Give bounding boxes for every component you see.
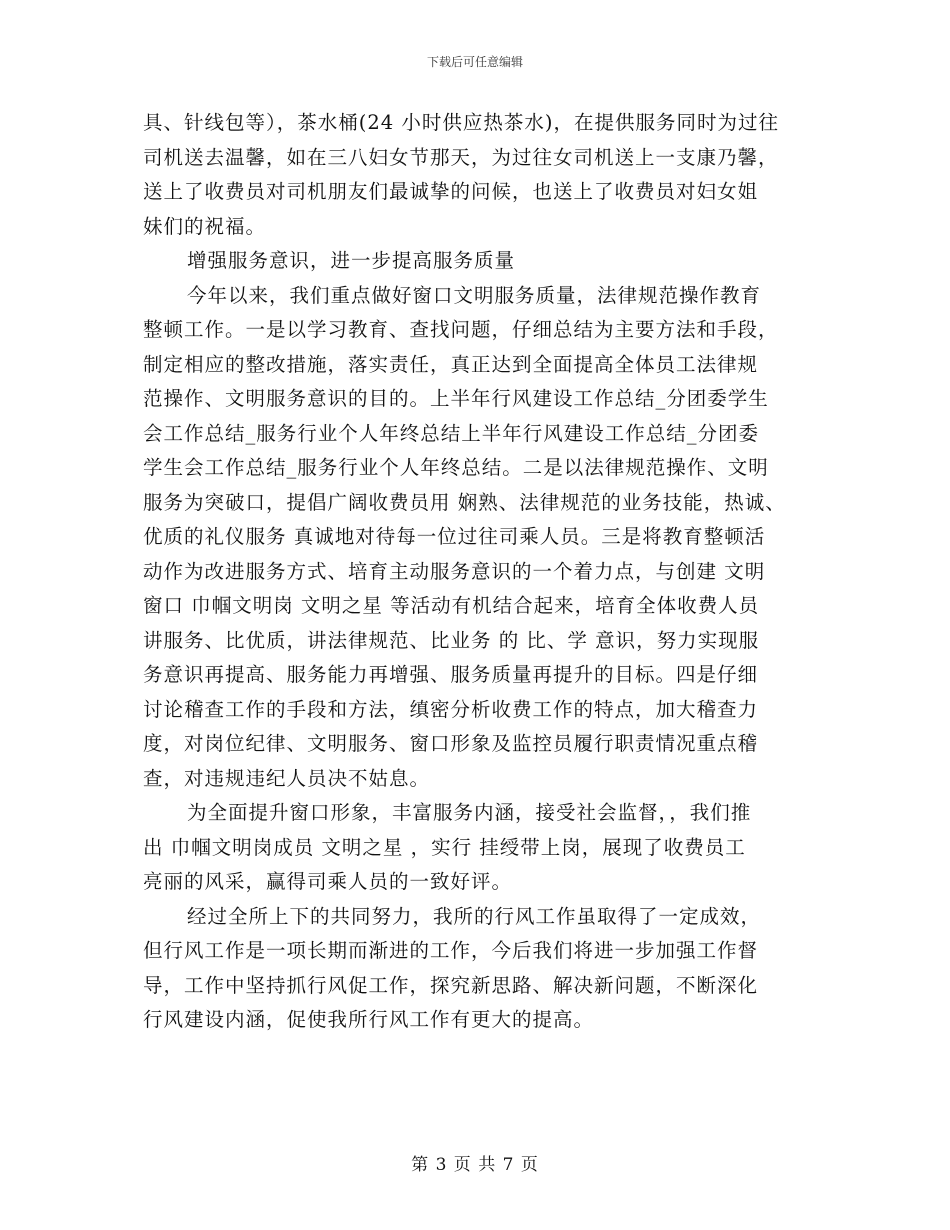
text-line: 度，对岗位纪律、文明服务、窗口形象及监控员履行职责情况重点稽: [143, 732, 759, 755]
text-line: 司机送去温馨，如在三八妇女节那天，为过往女司机送上一支康乃馨，: [143, 145, 779, 169]
page-header: 下载后可任意编辑: [426, 55, 523, 69]
text-line: 窗口 巾帼文明岗 文明之星 等活动有机结合起来，培育全体收费人员: [143, 594, 760, 617]
text-line: 学生会工作总结_服务行业个人年终总结。二是以法律规范操作、文明: [143, 456, 769, 479]
paragraph: [143, 244, 823, 279]
paragraph: [143, 106, 823, 244]
text-line: 务意识再提高、服务能力再增强、服务质量再提升的目标。四是仔细: [143, 663, 759, 686]
paragraph: [143, 279, 823, 797]
text-line: 亮丽的风采，赢得司乘人员的一致好评。: [143, 870, 513, 893]
text-line: 会工作总结_服务行业个人年终总结上半年行风建设工作总结_分团委: [143, 421, 760, 445]
text-line: 服务为突破口，提倡广阔收费员用 娴熟、法律规范的业务技能，热诚、: [143, 490, 786, 514]
text-line: 为全面提升窗口形象，丰富服务内涵，接受社会监督，，我们推: [187, 801, 752, 824]
text-line: 讨论稽查工作的手段和方法，缜密分析收费工作的特点，加大稽查力: [143, 697, 759, 721]
text-line: 出 巾帼文明岗成员 文明之星 ，实行 挂绶带上岗，展现了收费员工: [143, 835, 746, 859]
page-footer: 第 3 页 共 7 页: [411, 1155, 539, 1175]
paragraph: [143, 796, 823, 900]
text-line: 整顿工作。一是以学习教育、查找问题，仔细总结为主要方法和手段，: [143, 318, 779, 341]
paragraph: [143, 900, 823, 1038]
text-line: 今年以来，我们重点做好窗口文明服务质量，法律规范操作教育: [187, 283, 762, 307]
document-body: [143, 106, 823, 1038]
text-line: 动作为改进服务方式、培育主动服务意识的一个着力点，与创建 文明: [143, 559, 766, 583]
text-line: 送上了收费员对司机朋友们最诚挚的问候，也送上了收费员对妇女姐: [143, 180, 759, 203]
text-line: 制定相应的整改措施，落实责任，真正达到全面提高全体员工法律规: [143, 352, 759, 376]
text-line: 但行风工作是一项长期而渐进的工作，今后我们将进一步加强工作督: [143, 939, 759, 962]
text-line: 范操作、文明服务意识的目的。上半年行风建设工作总结_分团委学生: [143, 387, 769, 410]
text-line: 经过全所上下的共同努力，我所的行风工作虽取得了一定成效，: [187, 904, 762, 928]
text-line: 查，对违规违纪人员决不姑息。: [143, 766, 431, 790]
text-line: 讲服务、比优质，讲法律规范、比业务 的 比、学 意识，努力实现服: [143, 628, 760, 652]
text-line: 具、针线包等），茶水桶(24 小时供应热茶水)，在提供服务同时为过往: [143, 111, 779, 134]
text-line: 优质的礼仪服务 真诚地对待每一位过往司乘人员。三是将教育整顿活: [143, 525, 766, 548]
text-line: 增强服务意识，进一步提高服务质量: [187, 249, 516, 272]
text-line: 妹们的祝福。: [143, 214, 267, 238]
text-line: 行风建设内涵，促使我所行风工作有更大的提高。: [143, 1008, 595, 1031]
text-line: 导，工作中坚持抓行风促工作，探究新思路、解决新问题，不断深化: [143, 973, 759, 997]
